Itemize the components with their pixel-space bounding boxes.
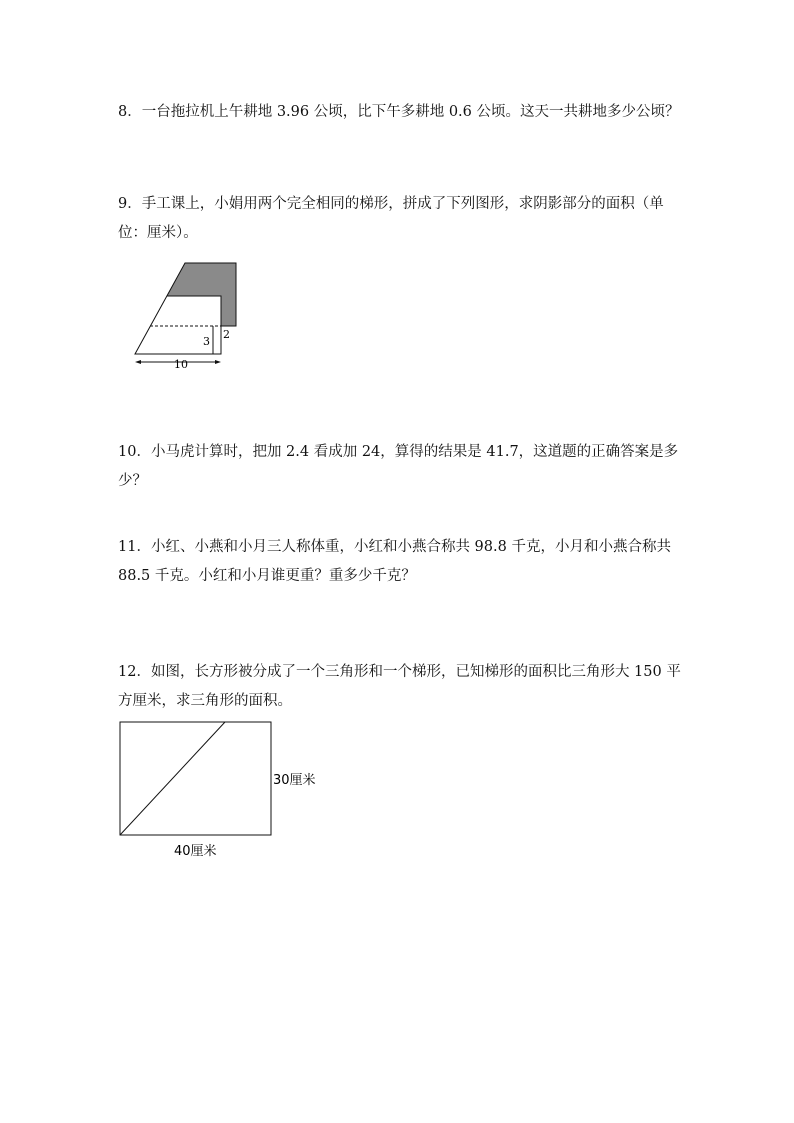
question-9: 9．手工课上，小娟用两个完全相同的梯形，拼成了下列图形，求阴影部分的面积（单位：厘米）。 — [118, 196, 664, 241]
rectangle-figure — [112, 716, 332, 862]
label-width: 2 — [223, 328, 230, 341]
label-width: 40厘米 — [174, 844, 217, 859]
label-height: 30厘米 — [273, 773, 316, 788]
question-11: 11．小红、小燕和小月三人称体重，小红和小燕合称共 98.8 千克，小月和小燕合称共 88.5 千克。小红和小月谁更重？重多少千克？ — [118, 539, 671, 584]
question-10: 10．小马虎计算时，把加 2.4 看成加 24，算得的结果是 41.7，这道题的正确答案是多少？ — [118, 444, 679, 489]
shaded-region — [167, 263, 236, 326]
arrow-left — [135, 360, 141, 364]
question-8: 8．一台拖拉机上午耕地 3.96 公顷，比下午多耕地 0.6 公顷。这天一共耕地多少公顷？ — [118, 104, 680, 120]
label-base: 10 — [174, 358, 188, 371]
question-12: 12．如图，长方形被分成了一个三角形和一个梯形，已知梯形的面积比三角形大 150 平方厘米，求三角形的面积。 — [118, 664, 681, 709]
arrow-right — [215, 360, 221, 364]
diagonal-line — [120, 722, 225, 835]
label-height: 3 — [203, 335, 210, 348]
trapezoid-figure — [130, 258, 250, 376]
inner-edge — [167, 296, 221, 326]
rectangle-outline — [120, 722, 271, 835]
